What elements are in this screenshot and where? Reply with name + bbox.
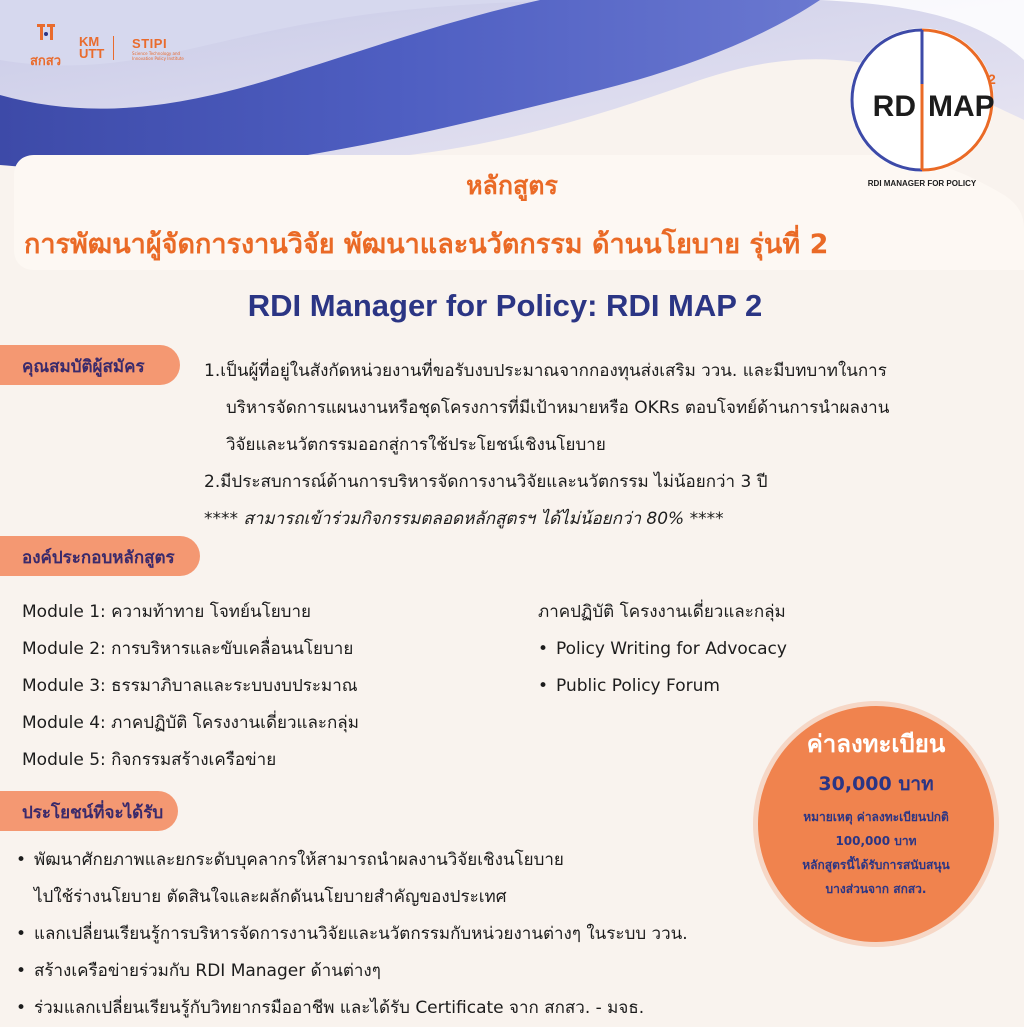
practice-heading: ภาคปฏิบัติ โครงงานเดี่ยวและกลุ่ม: [538, 602, 786, 622]
course-label: หลักสูตร: [466, 171, 558, 200]
qualification-item-1-line-3: วิจัยและนวัตกรรมออกสู่การใช้ประโยชน์เชิงนโยบาย: [226, 435, 606, 455]
rdi-map-logo-superscript: 2: [988, 71, 996, 87]
module-item: Module 5: กิจกรรมสร้างเครือข่าย: [22, 750, 277, 770]
course-title: การพัฒนาผู้จัดการงานวิจัย พัฒนาและนวัตกรรม ด้านนโยบาย รุ่นที่ 2: [24, 229, 829, 260]
module-item: Module 2: การบริหารและขับเคลื่อนนโยบาย: [22, 639, 354, 659]
qualifications-heading: คุณสมบัติผู้สมัคร: [22, 357, 145, 377]
practice-section: [538, 594, 787, 705]
qualifications-heading-pill: [0, 345, 180, 385]
fee-heading: ค่าลงทะเบียน: [806, 730, 946, 758]
kmutt-logo: [79, 36, 114, 60]
fee-note-line-2: 100,000 บาท: [835, 834, 917, 848]
benefit-item-1-line-2: ไปใช้ร่างนโยบาย ตัดสินใจและผลักดันนโยบายสำคัญของประเทศ: [34, 887, 507, 907]
curriculum-heading: องค์ประกอบหลักสูตร: [22, 548, 175, 568]
benefit-item-2: • แลกเปลี่ยนเรียนรู้การบริหารจัดการงานวิจัยและนวัตกรรมกับหน่วยงานต่างๆ ในระบบ ววน.: [16, 916, 688, 953]
benefits-heading-pill: [0, 791, 178, 831]
tsri-logo: [30, 22, 61, 71]
qualification-item-1-line-2: บริหารจัดการแผนงานหรือชุดโครงการที่มีเป้าหมายหรือ OKRs ตอบโจทย์ด้านการนำผลงาน: [226, 398, 890, 418]
module-list: [22, 594, 359, 779]
module-item: Module 4: ภาคปฏิบัติ โครงงานเดี่ยวและกลุ่ม: [22, 713, 359, 733]
stipi-logo-subtitle: Science Technology and Innovation Policy Institute: [132, 51, 184, 61]
practice-item: • Policy Writing for Advocacy: [538, 631, 787, 668]
attendance-note: **** สามารถเข้าร่วมกิจกรรมตลอดหลักสูตรฯ ได้ไม่น้อยกว่า 80% ****: [204, 509, 724, 529]
practice-item: • Public Policy Forum: [538, 668, 787, 705]
rdi-map-logo-right-text: MAP: [928, 90, 995, 123]
rdi-map-logo-left-text: RD: [872, 90, 916, 123]
module-item: Module 3: ธรรมาภิบาลและระบบงบประมาณ: [22, 676, 358, 696]
module-item: Module 1: ความท้าทาย โจทย์นโยบาย: [22, 602, 311, 622]
benefits-heading: ประโยชน์ที่จะได้รับ: [22, 803, 164, 823]
rdi-map-logo-caption: RDI MANAGER FOR POLICY: [867, 179, 977, 188]
qualification-item-2: 2.มีประสบการณ์ด้านการบริหารจัดการงานวิจัยและนวัตกรรม ไม่น้อยกว่า 3 ปี: [204, 472, 768, 492]
stipi-logo: [132, 36, 192, 61]
fee-price: 30,000 บาท: [818, 773, 934, 795]
stipi-logo-name: STIPI: [132, 36, 168, 51]
qualification-item-1-line-1: 1.เป็นผู้ที่อยู่ในสังกัดหน่วยงานที่ขอรับงบประมาณจากกองทุนส่งเสริม ววน. และมีบทบาทในการ: [204, 361, 887, 381]
benefit-item-3: • สร้างเครือข่ายร่วมกับ RDI Manager ด้านต่างๆ: [16, 953, 688, 990]
fee-note-line-4: บางส่วนจาก สกสว.: [825, 882, 927, 896]
tsri-mark-icon: [35, 22, 57, 48]
course-subtitle: RDI Manager for Policy: RDI MAP 2: [247, 288, 763, 323]
tsri-logo-text: สกสว: [30, 54, 62, 69]
benefit-item-1-line-1: • พัฒนาศักยภาพและยกระดับบุคลากรให้สามารถนำผลงานวิจัยเชิงนโยบาย: [16, 842, 688, 879]
curriculum-heading-pill: [0, 536, 200, 576]
qualifications-list: [204, 353, 889, 538]
benefit-item-4: • ร่วมแลกเปลี่ยนเรียนรู้กับวิทยากรมืออาชีพ และได้รับ Certificate จาก สกสว. - มจธ.: [16, 990, 688, 1027]
benefits-list: [16, 842, 688, 1027]
fee-note-line-3: หลักสูตรนี้ได้รับการสนับสนุน: [802, 858, 950, 872]
fee-note-line-1: หมายเหตุ ค่าลงทะเบียนปกติ: [803, 810, 949, 824]
kmutt-logo-text: KMUTT: [79, 34, 105, 61]
registration-fee-badge: [758, 706, 994, 942]
